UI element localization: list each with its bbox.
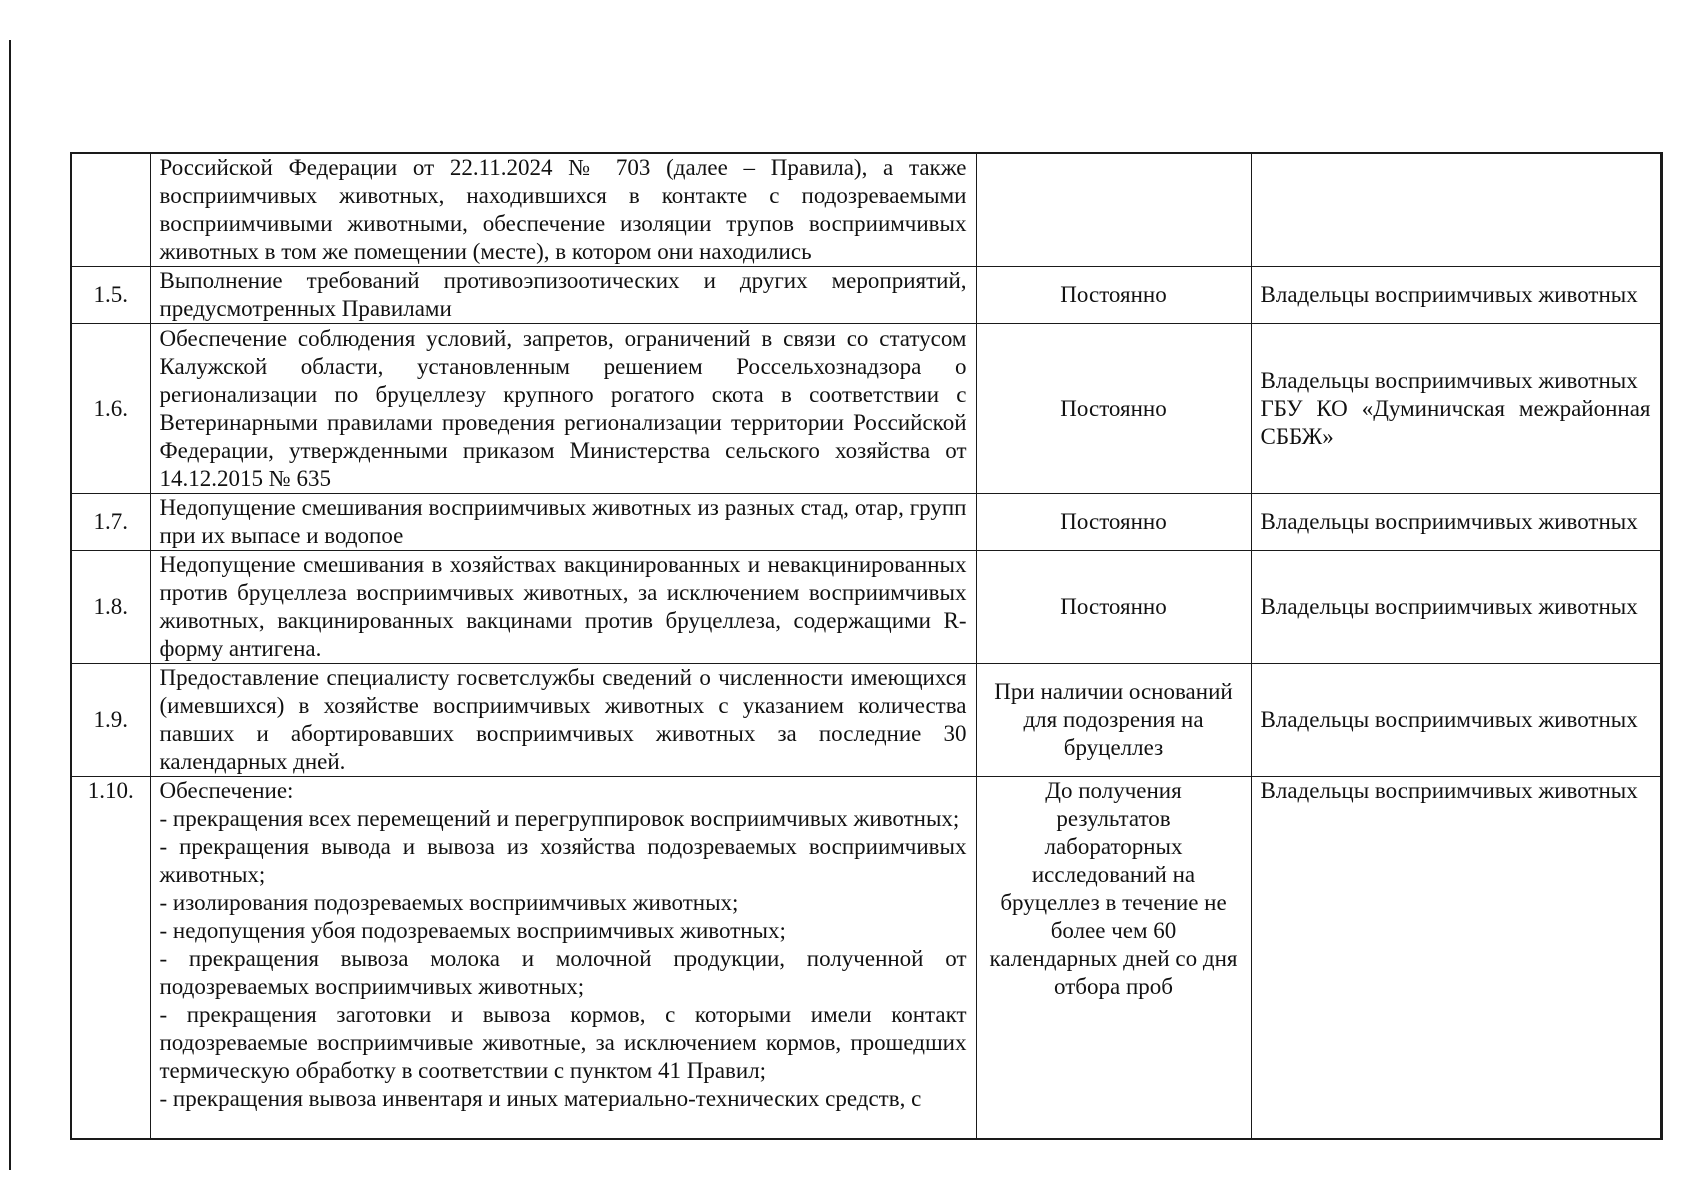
row-number: 1.5. [71, 267, 150, 324]
measure-responsible: Владельцы восприимчивых животных [1251, 777, 1661, 1139]
measure-line: - прекращения вывоза молока и молочной продукции, полученной от подозреваемых восприимчивых животных; [159, 946, 967, 999]
table-row [71, 153, 1661, 267]
measure-term: Постоянно [976, 551, 1251, 664]
measure-line: - прекращения заготовки и вывоза кормов, с которыми имели контакт подозреваемые восприимчивые животные, за исключением кормов, прошедших термическую обработку в соответствии с пунктом 41 Правил; [159, 1002, 967, 1083]
row-number: 1.9. [71, 664, 150, 777]
measure-description: Недопущение смешивания в хозяйствах вакцинированных и невакцинированных против бруцеллеза восприимчивых животных, за исключением восприимчивых животных, вакцинированных вакцинами против бруцеллеза, содержащими R-форму антигена. [150, 551, 976, 664]
table-row [71, 324, 1661, 494]
measure-responsible [1251, 153, 1661, 267]
measure-description [150, 777, 976, 1139]
table-row [71, 664, 1661, 777]
measure-description: Российской Федерации от 22.11.2024 № 703 (далее – Правила), а также восприимчивых животных, находившихся в контакте с подозреваемыми восприимчивыми животными, обеспечение изоляции трупов восприимчивых животных в том же помещении (месте), в котором они находились [150, 153, 976, 267]
measure-term: Постоянно [976, 324, 1251, 494]
row-number: 1.10. [71, 777, 150, 1139]
table-row [71, 494, 1661, 551]
measure-description: Обеспечение соблюдения условий, запретов, ограничений в связи со статусом Калужской области, установленным решением Россельхознадзора о регионализации по бруцеллезу крупного рогатого скота в соответствии с Ветеринарными правилами проведения регионализации территории Российской Федерации, утвержденными приказом Министерства сельского хозяйства от 14.12.2015 № 635 [150, 324, 976, 494]
measure-description: Выполнение требований противоэпизоотических и других мероприятий, предусмотренных Правилами [150, 267, 976, 324]
measure-responsible: Владельцы восприимчивых животных [1251, 267, 1661, 324]
responsible-line: Владельцы восприимчивых животных [1260, 367, 1638, 393]
row-number: 1.8. [71, 551, 150, 664]
row-number: 1.6. [71, 324, 150, 494]
measure-line: - прекращения вывоза инвентаря и иных материально-технических средств, с [159, 1086, 922, 1111]
table-row [71, 267, 1661, 324]
measure-line: Обеспечение: [159, 778, 294, 803]
measure-line: - изолирования подозреваемых восприимчивых животных; [159, 890, 739, 915]
measures-table [70, 152, 1663, 1140]
measure-responsible: Владельцы восприимчивых животных [1251, 494, 1661, 551]
measure-term [976, 153, 1251, 267]
measure-line: - недопущения убоя подозреваемых восприимчивых животных; [159, 918, 786, 943]
measure-description: Предоставление специалисту госветслужбы сведений о численности имеющихся (имевшихся) в хозяйстве восприимчивых животных с указанием количества павших и абортировавших восприимчивых животных за последние 30 календарных дней. [150, 664, 976, 777]
page-edge-line [9, 40, 11, 1170]
row-number [71, 153, 150, 267]
measure-responsible: Владельцы восприимчивых животных [1251, 551, 1661, 664]
measure-term: При наличии оснований для подозрения на бруцеллез [976, 664, 1251, 777]
measure-term: Постоянно [976, 267, 1251, 324]
measure-responsible: Владельцы восприимчивых животных [1251, 664, 1661, 777]
table-row [71, 777, 1661, 1139]
measure-line: - прекращения вывода и вывоза из хозяйства подозреваемых восприимчивых животных; [159, 834, 967, 887]
measure-term: До получения результатов лабораторных исследований на бруцеллез в течение не более чем 60 календарных дней со дня отбора проб [976, 777, 1251, 1139]
measure-responsible [1251, 324, 1661, 494]
row-number: 1.7. [71, 494, 150, 551]
responsible-line: ГБУ КО «Думиничская межрайонная СББЖ» [1260, 395, 1651, 449]
measure-description: Недопущение смешивания восприимчивых животных из разных стад, отар, групп при их выпасе и водопое [150, 494, 976, 551]
table-row [71, 551, 1661, 664]
measure-term: Постоянно [976, 494, 1251, 551]
measure-line: - прекращения всех перемещений и перегруппировок восприимчивых животных; [159, 806, 960, 831]
